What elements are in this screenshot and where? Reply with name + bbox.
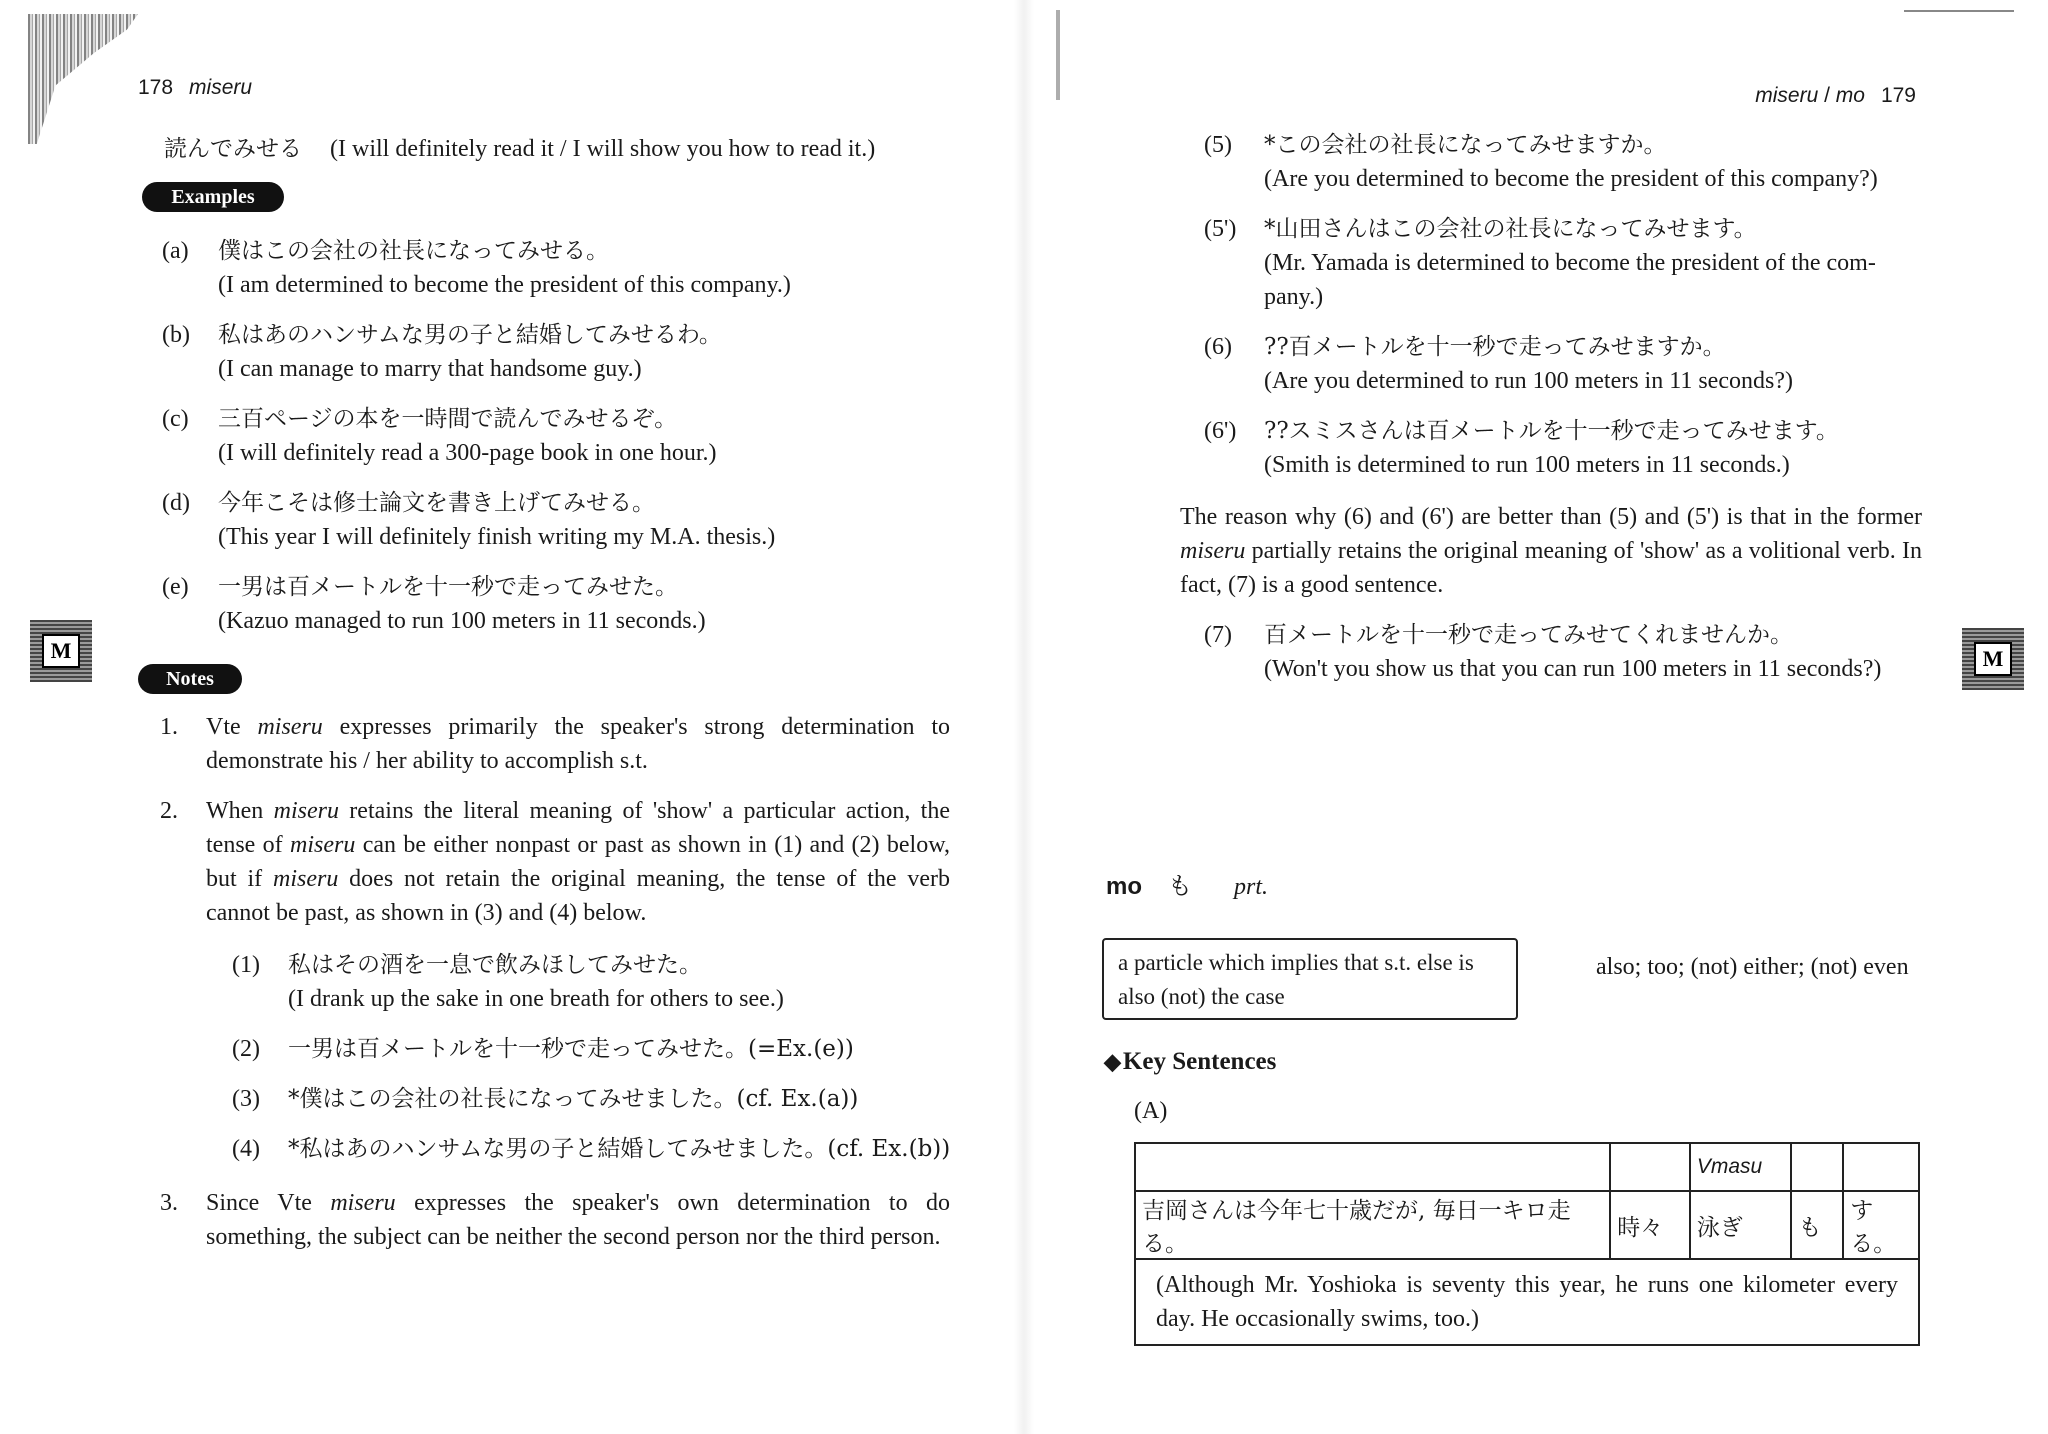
example-label: (b)	[162, 322, 190, 348]
title-separator: /	[1818, 84, 1836, 107]
part-of-speech: prt.	[1234, 874, 1269, 900]
example-en: (I can manage to marry that handsome guy.)	[218, 356, 642, 382]
definition-translation: also; too; (not) either; (not) even	[1596, 954, 1909, 980]
table-row	[1135, 1259, 1919, 1345]
sub-example-label: (1)	[232, 952, 260, 978]
example-jp: ??スミスさんは百メートルを十一秒で走ってみせます。	[1264, 418, 1839, 444]
example-jp: 三百ページの本を一時間で読んでみせるぞ。	[218, 406, 678, 432]
table-cell: 吉岡さんは今年七十歳だが, 毎日一キロ走る。	[1135, 1191, 1610, 1259]
headword-kana: も	[1168, 872, 1192, 900]
table-cell	[1843, 1143, 1919, 1191]
table-header-cell: Vmasu	[1690, 1143, 1792, 1191]
example-jp: *この会社の社長になってみせますか。	[1264, 132, 1667, 158]
note-number: 2.	[160, 798, 178, 824]
table-cell: 時々	[1610, 1191, 1690, 1259]
definition-box: a particle which implies that s.t. else is also (not) the case	[1102, 938, 1518, 1020]
key-sentences-heading	[1104, 1048, 1276, 1076]
example-en: (Mr. Yamada is determined to become the president of the com-	[1264, 250, 1876, 276]
example-en: (Are you determined to run 100 meters in 11 seconds?)	[1264, 368, 1793, 394]
sub-example-jp: *私はあのハンサムな男の子と結婚してみせました。(cf. Ex.(b))	[288, 1136, 951, 1162]
key-sentence-table	[1134, 1142, 1920, 1346]
headword-romaji: mo	[1106, 873, 1142, 900]
example-en: (Won't you show us that you can run 100 meters in 11 seconds?)	[1264, 656, 1882, 682]
example-label: (6')	[1204, 418, 1237, 444]
example-label: (5')	[1204, 216, 1237, 242]
sub-example-label: (4)	[232, 1136, 260, 1162]
running-title: miseru	[189, 76, 253, 99]
sub-example-jp: 私はその酒を一息で飲みほしてみせた。	[288, 952, 702, 978]
example-label: (c)	[162, 406, 189, 432]
example-label: (d)	[162, 490, 190, 516]
example-en: (Kazuo managed to run 100 meters in 11 seconds.)	[218, 608, 706, 634]
example-jp: *山田さんはこの会社の社長になってみせます。	[1264, 216, 1757, 242]
intro-jp: 読んでみせる	[164, 136, 302, 162]
note-text: When miseru retains the literal meaning of 'show' a particular action, the tense of miseru can be either nonpast or past as shown in (1) and (2) below, but if miseru does not retain the original meaning, the tense of the verb cannot be past, as shown in (3) and (4) below.	[206, 798, 950, 926]
example-en: (Smith is determined to run 100 meters in 11 seconds.)	[1264, 452, 1790, 478]
intro-line	[164, 132, 875, 166]
example-jp: 百メートルを十一秒で走ってみせてくれませんか。	[1264, 622, 1793, 648]
sub-example-en: (I drank up the sake in one breath for others to see.)	[288, 986, 784, 1012]
example-jp: 今年こそは修士論文を書き上げてみせる。	[218, 490, 655, 516]
notes-label: Notes	[138, 664, 242, 694]
example-en: pany.)	[1264, 284, 1324, 310]
table-cell: 泳ぎ	[1690, 1191, 1792, 1259]
sub-example-jp: 一男は百メートルを十一秒で走ってみせた。(=Ex.(e))	[288, 1036, 854, 1062]
key-sentences-label: Key Sentences	[1122, 1048, 1277, 1075]
example-jp: 僕はこの会社の社長になってみせる。	[218, 238, 609, 264]
table-cell: も	[1791, 1191, 1843, 1259]
example-label: (e)	[162, 574, 189, 600]
example-label: (6)	[1204, 334, 1232, 360]
example-en: (I will definitely read a 300-page book in one hour.)	[218, 440, 717, 466]
tab-letter: M	[1974, 642, 2012, 676]
table-cell	[1610, 1143, 1690, 1191]
running-title-a: miseru	[1755, 84, 1819, 107]
table-cell	[1135, 1143, 1610, 1191]
sub-example-jp: *僕はこの会社の社長になってみせました。(cf. Ex.(a))	[288, 1086, 859, 1112]
running-title-b: mo	[1835, 84, 1865, 107]
example-en: (Are you determined to become the president of this company?)	[1264, 166, 1878, 192]
note-number: 3.	[160, 1190, 178, 1216]
section-tab	[30, 620, 92, 682]
table-cell: する。	[1843, 1191, 1919, 1259]
example-label: (7)	[1204, 622, 1232, 648]
diamond-bullet-icon: ◆	[1104, 1049, 1121, 1074]
key-sentence-label: (A)	[1134, 1098, 1168, 1124]
entry-headword	[1106, 866, 1268, 901]
example-label: (a)	[162, 238, 189, 264]
tab-letter: M	[42, 634, 80, 668]
example-en: (I am determined to become the president of this company.)	[218, 272, 791, 298]
reason-paragraph: The reason why (6) and (6') are better than (5) and (5') is that in the former miseru partially retains the original meaning of 'show' as a volitional verb. In fact, (7) is a good sentence.	[1180, 504, 1922, 598]
example-jp: 一男は百メートルを十一秒で走ってみせた。	[218, 574, 678, 600]
note-number: 1.	[160, 714, 178, 740]
example-label: (5)	[1204, 132, 1232, 158]
table-cell	[1791, 1143, 1843, 1191]
page-header	[1755, 84, 1916, 108]
sub-example-label: (3)	[232, 1086, 260, 1112]
page-number: 179	[1880, 84, 1916, 107]
table-row	[1135, 1191, 1919, 1259]
table-row	[1135, 1143, 1919, 1191]
sub-example-label: (2)	[232, 1036, 260, 1062]
table-translation-cell: (Although Mr. Yoshioka is seventy this year, he runs one kilometer every day. He occasionally swims, too.)	[1135, 1259, 1919, 1345]
example-en: (This year I will definitely finish writing my M.A. thesis.)	[218, 524, 776, 550]
note-text: Vte miseru expresses primarily the speaker's strong determination to demonstrate his / her ability to accomplish s.t.	[206, 714, 950, 774]
section-tab	[1962, 628, 2024, 690]
scan-artifact	[28, 14, 138, 144]
example-jp: 私はあのハンサムな男の子と結婚してみせるわ。	[218, 322, 722, 348]
example-jp: ??百メートルを十一秒で走ってみせますか。	[1264, 334, 1726, 360]
intro-en: (I will definitely read it / I will show you how to read it.)	[330, 136, 876, 162]
examples-label: Examples	[142, 182, 284, 212]
note-text: Since Vte miseru expresses the speaker's own determination to do something, the subject can be neither the second person nor the third person.	[206, 1190, 951, 1250]
page-header	[138, 76, 252, 100]
page-number: 178	[138, 76, 174, 99]
